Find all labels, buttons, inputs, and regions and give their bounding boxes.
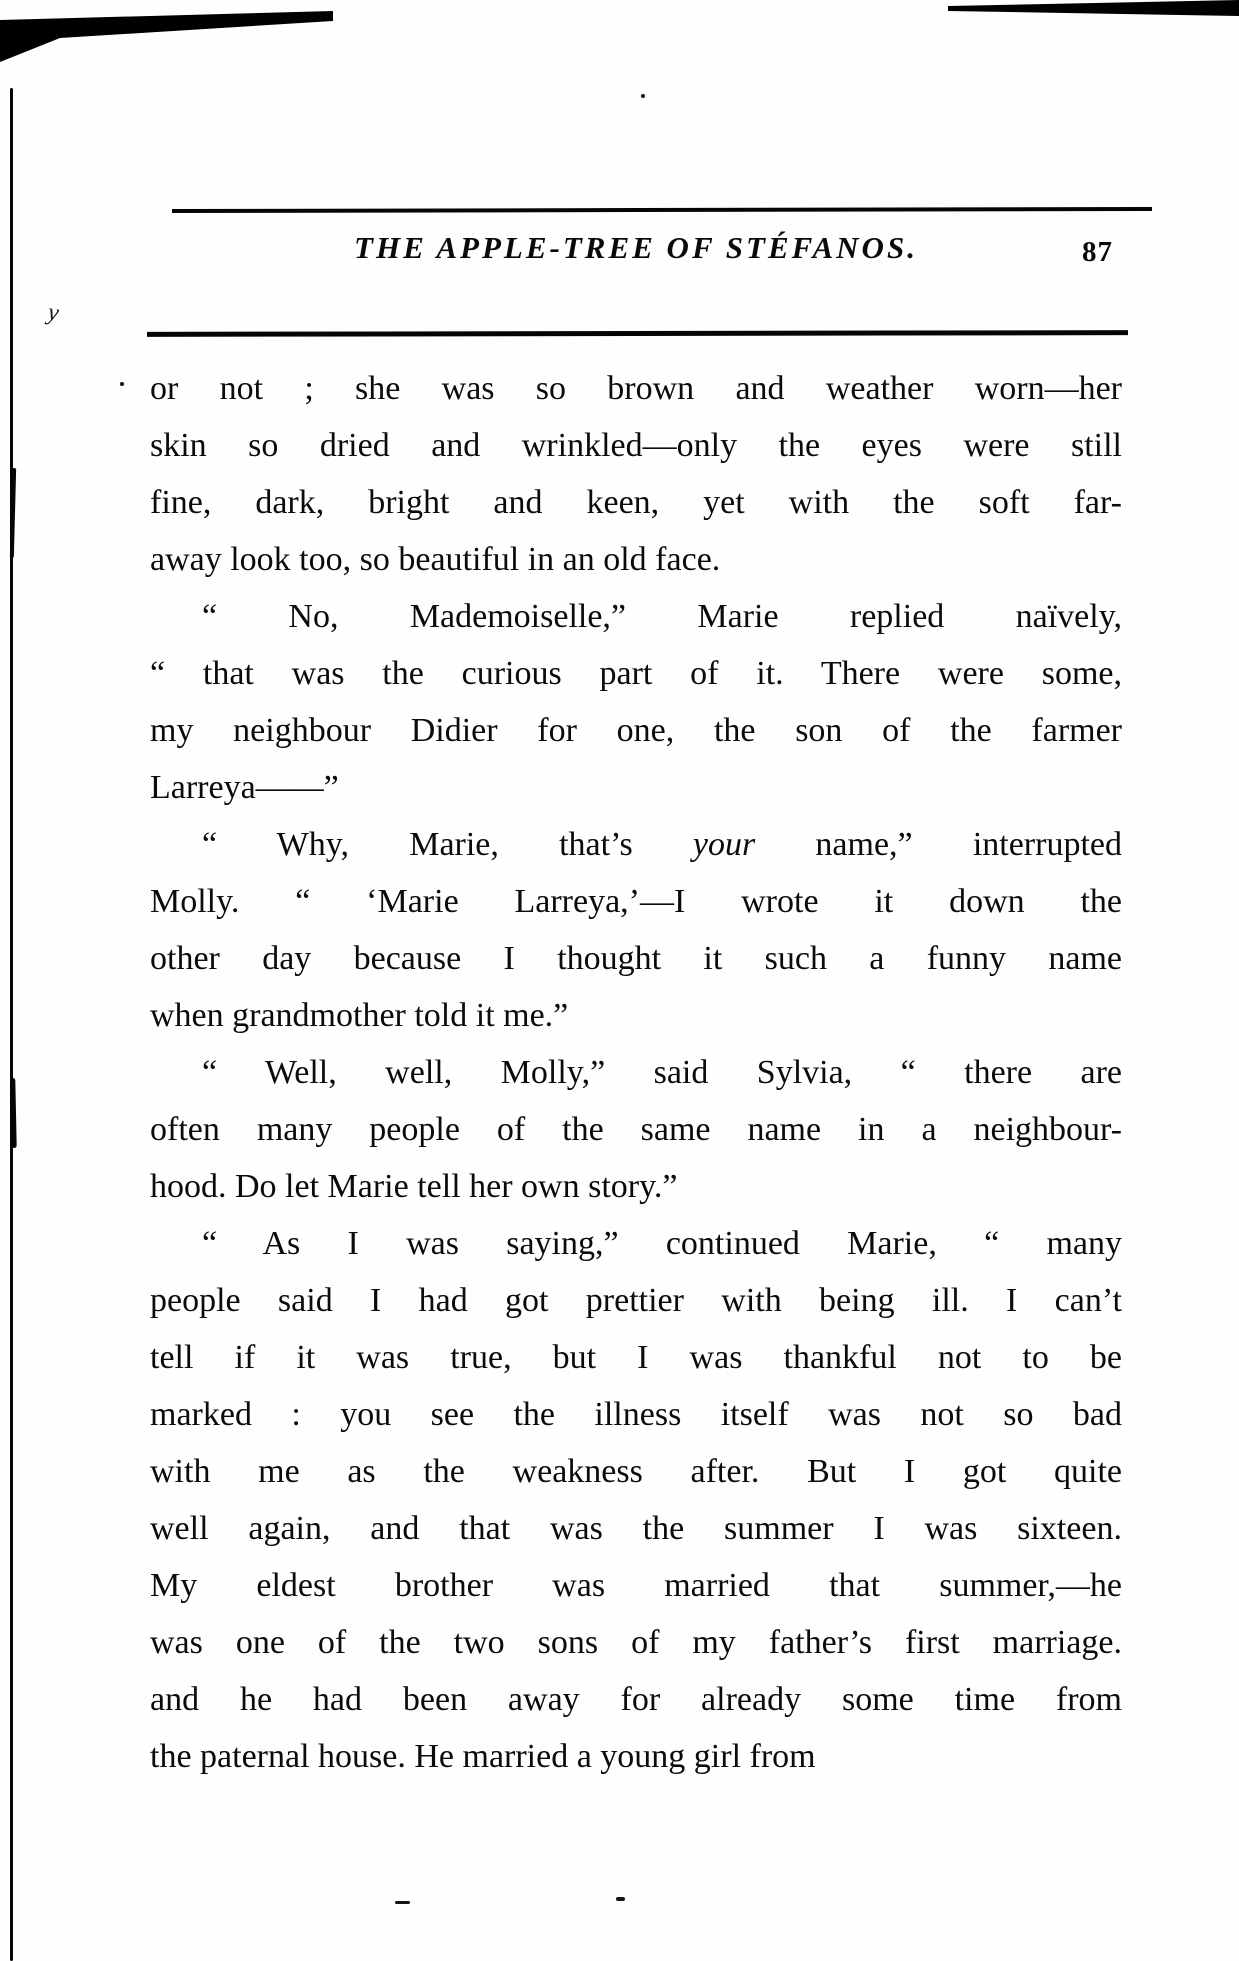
scan-artifact-speck (616, 1897, 625, 1901)
scan-artifact-top-left (0, 0, 340, 70)
text-line: My eldest brother was married that summer,—he (150, 1567, 1122, 1604)
text-line: “ that was the curious part of it. There were some, (150, 655, 1122, 692)
text-line: Molly. “ ‘Marie Larreya,’—I wrote it down the (150, 883, 1122, 920)
scan-artifact-speck (395, 1901, 410, 1904)
text-line: or not ; she was so brown and weather worn—her (150, 370, 1122, 407)
running-head (150, 230, 1122, 274)
text-line: fine, dark, bright and keen, yet with the soft far- (150, 484, 1122, 521)
text-line: skin so dried and wrinkled—only the eyes were still (150, 427, 1122, 464)
text-line: my neighbour Didier for one, the son of the farmer (150, 712, 1122, 749)
text-line: and he had been away for already some time from (150, 1681, 1122, 1718)
text-line: marked : you see the illness itself was not so bad (150, 1396, 1122, 1433)
scan-artifact-mark: y (46, 299, 61, 327)
scan-artifact-speck (641, 94, 645, 98)
text-line: tell if it was true, but I was thankful not to be (150, 1339, 1122, 1376)
text-line: other day because I thought it such a funny name (150, 940, 1122, 977)
header-rule-top (172, 207, 1152, 213)
text-line: was one of the two sons of my father’s first marriage. (150, 1624, 1122, 1661)
page-body (150, 360, 1122, 1785)
text-line: “ As I was saying,” continued Marie, “ many (202, 1225, 1122, 1262)
text-line: hood. Do let Marie tell her own story.” (150, 1168, 678, 1205)
header-rule-bottom (147, 330, 1128, 337)
text-line: with me as the weakness after. But I got quite (150, 1453, 1122, 1490)
text-line: “ No, Mademoiselle,” Marie replied naïvely, (202, 598, 1122, 635)
text-line: away look too, so beautiful in an old face. (150, 541, 721, 578)
text-line: when grandmother told it me.” (150, 997, 569, 1034)
scan-artifact-speck (120, 382, 124, 386)
text-line: “ Well, well, Molly,” said Sylvia, “ there are (202, 1054, 1122, 1091)
scan-artifact-spine-edge (10, 88, 13, 1961)
text-line: people said I had got prettier with being ill. I can’t (150, 1282, 1122, 1319)
text-line: well again, and that was the summer I was sixteen. (150, 1510, 1122, 1547)
page-title: THE APPLE-TREE OF STÉFANOS. (354, 230, 918, 265)
text-line: “ Why, Marie, that’s your name,” interrupted (202, 826, 1122, 863)
scan-artifact-top-right (948, 0, 1239, 20)
page-number: 87 (1082, 236, 1113, 268)
text-line: Larreya——” (150, 769, 339, 806)
text-line: often many people of the same name in a neighbour- (150, 1111, 1122, 1148)
text-line: the paternal house. He married a young girl from (150, 1738, 816, 1775)
